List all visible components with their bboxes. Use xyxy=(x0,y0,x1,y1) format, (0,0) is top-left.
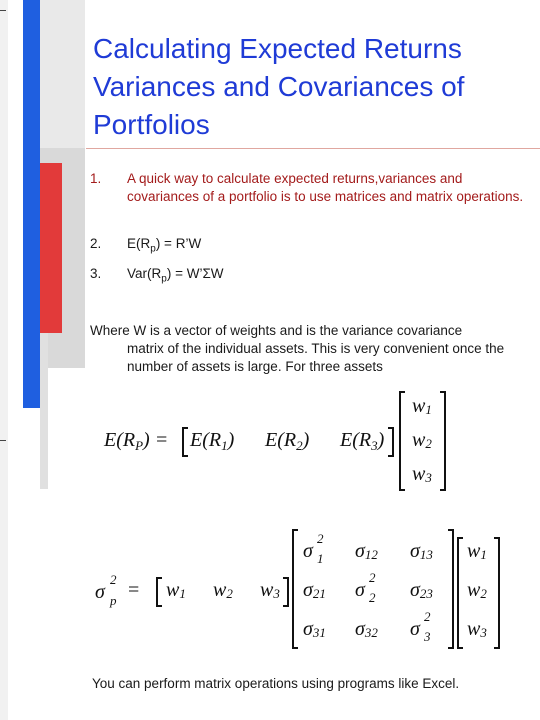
decor-gray-top xyxy=(0,0,8,720)
row-bracket-left xyxy=(183,428,188,456)
svg-text:2: 2 xyxy=(369,570,376,585)
decor-red-bar xyxy=(40,163,62,333)
row-bracket-right xyxy=(388,428,393,456)
paragraph xyxy=(90,322,540,376)
decor-gray-bar xyxy=(40,333,48,489)
svg-text:σ: σ xyxy=(355,579,365,601)
svg-text:σ23: σ23 xyxy=(410,579,433,601)
paragraph-first-line: Where W is a vector of weights and is the variance covariance xyxy=(90,323,463,338)
svg-text:w2: w2 xyxy=(213,579,233,601)
slide-title: Calculating Expected Returns Variances and Covariances of Portfolios xyxy=(93,33,465,140)
item-text: A quick way to calculate expected returns,variances and covariances of a portfolio is to use matrices and matrix operations. xyxy=(127,171,524,204)
svg-text:σ: σ xyxy=(303,540,313,562)
svg-text:2: 2 xyxy=(369,590,376,605)
title-divider xyxy=(86,148,540,149)
svg-text:p: p xyxy=(110,593,117,608)
svg-text:w1: w1 xyxy=(467,540,487,562)
svg-text:2: 2 xyxy=(110,572,117,587)
svg-text:=: = xyxy=(128,579,140,601)
matrix-bracket-right xyxy=(448,530,453,648)
svg-text:σ: σ xyxy=(410,618,420,640)
svg-text:2: 2 xyxy=(317,531,324,546)
col-bracket-left xyxy=(400,392,405,490)
col-bracket-right xyxy=(494,538,499,648)
svg-text:w1: w1 xyxy=(412,395,432,417)
paragraph-rest: matrix of the individual assets. This is very convenient once the number of assets is large. For three assets xyxy=(127,341,505,374)
row-bracket-right xyxy=(283,578,288,606)
svg-text:σ12: σ12 xyxy=(355,540,378,562)
matrix-bracket-left xyxy=(293,530,298,648)
svg-text:w3: w3 xyxy=(412,463,432,485)
svg-text:σ32: σ32 xyxy=(355,618,378,640)
svg-text:σ: σ xyxy=(95,581,105,603)
svg-text:σ21: σ21 xyxy=(303,579,326,601)
svg-text:w2: w2 xyxy=(467,579,487,601)
item-number: 2. xyxy=(90,236,102,251)
row-bracket-left xyxy=(157,578,162,606)
decor-dark-tick xyxy=(0,10,6,11)
col-bracket-right xyxy=(440,392,445,490)
item-formula: $E(R_p)$ = R’W xyxy=(127,236,202,255)
svg-text:3: 3 xyxy=(424,629,431,644)
col-bracket-left xyxy=(458,538,463,648)
svg-text:w3: w3 xyxy=(467,618,487,640)
svg-text:w1: w1 xyxy=(166,579,186,601)
svg-text:w2: w2 xyxy=(412,429,432,451)
footer-note: You can perform matrix operations using programs like Excel. xyxy=(92,676,460,691)
svg-text:E(R3): $E(R_3)$ xyxy=(340,429,385,453)
svg-text:σ13: σ13 xyxy=(410,540,433,562)
decor-dark-tick xyxy=(0,440,6,441)
svg-text:σ31: σ31 xyxy=(303,618,326,640)
svg-text:E(RP) =: $E(R_P)$ = xyxy=(104,429,169,453)
svg-text:2: 2 xyxy=(424,609,431,624)
svg-text:w3: w3 xyxy=(260,579,280,601)
decor-blue-bar xyxy=(23,0,40,408)
item-number: 3. xyxy=(90,266,102,281)
svg-text:E(R1): $E(R_1)$ xyxy=(190,429,235,453)
item-formula: $Var(R_p)$ = W’ΣW xyxy=(127,266,224,285)
svg-text:E(R2): $E(R_2)$ xyxy=(265,429,310,453)
item-number: 1. xyxy=(90,171,102,186)
svg-text:1: 1 xyxy=(317,551,324,566)
